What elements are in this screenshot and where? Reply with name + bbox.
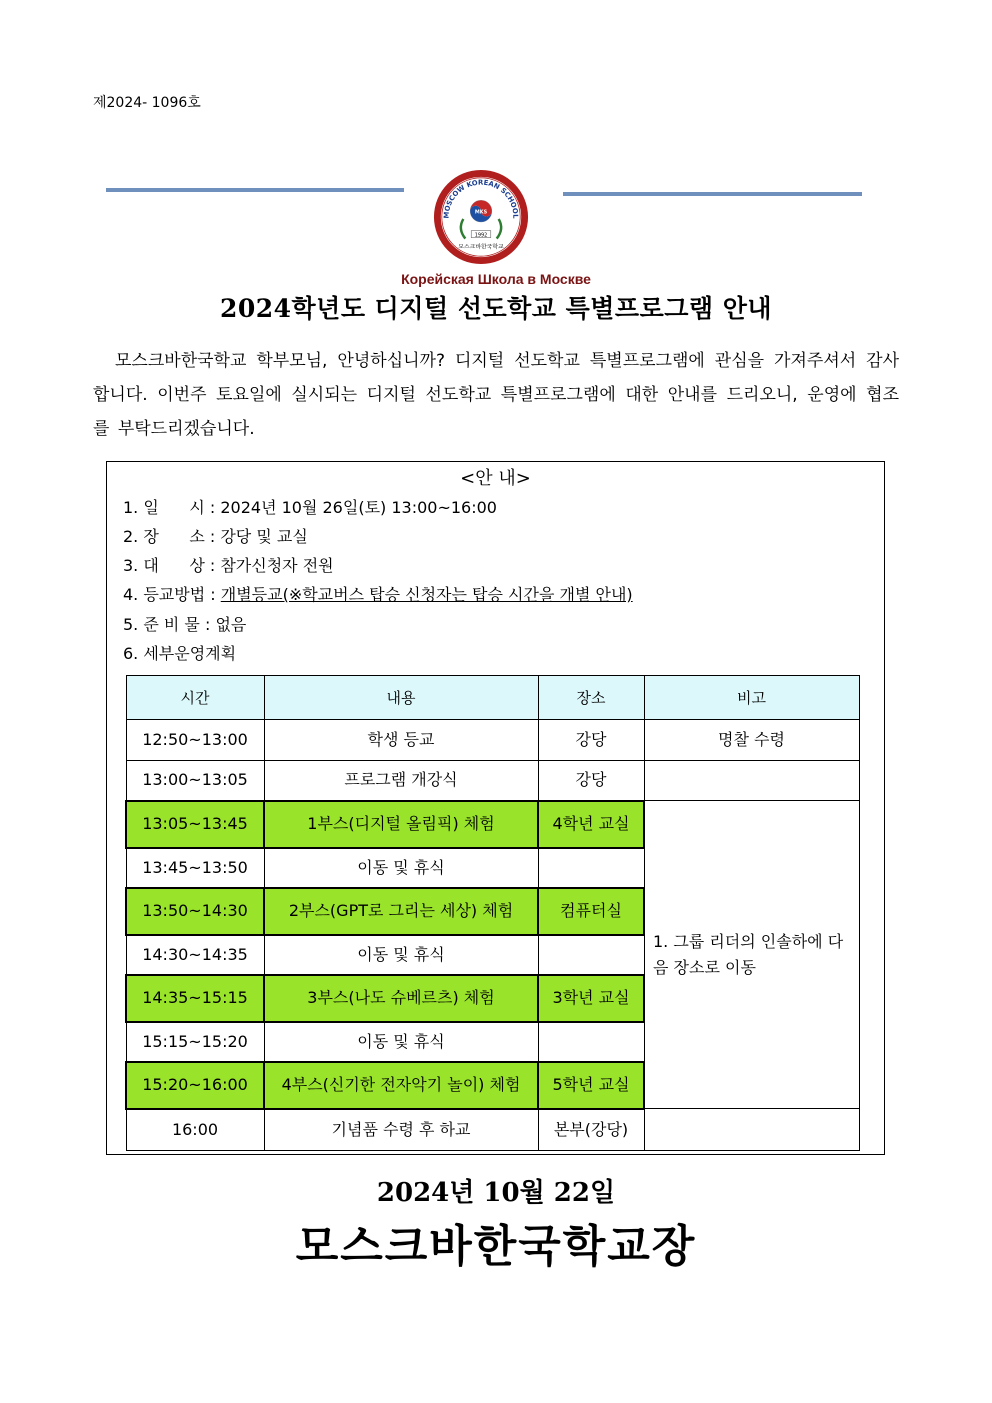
info-box [106, 461, 885, 1155]
info-item-date [123, 495, 497, 518]
cell-content: 프로그램 개강식 [264, 761, 538, 801]
schedule-table [125, 675, 860, 1151]
cell-place: 4학년 교실 [538, 801, 644, 848]
info-label: 1. 일 시 : [123, 498, 221, 517]
cell-time: 13:50~14:30 [126, 888, 264, 935]
cell-time: 12:50~13:00 [126, 720, 264, 761]
cell-time: 13:45~13:50 [126, 848, 264, 888]
info-item-place [123, 524, 308, 547]
table-row [126, 761, 859, 801]
column-header: 비고 [644, 676, 859, 720]
cell-content: 3부스(나도 슈베르츠) 체험 [264, 975, 538, 1022]
cell-place [538, 935, 644, 975]
info-label: 3. 대 상 : [123, 556, 221, 575]
table-row [126, 720, 859, 761]
intro-paragraph [93, 344, 899, 446]
cell-content: 1부스(디지털 올림픽) 체험 [264, 801, 538, 848]
cell-place: 5학년 교실 [538, 1062, 644, 1109]
info-label: 6. 세부운영계획 [123, 644, 237, 663]
header-rule-right [563, 192, 862, 196]
logo-name: 모스크바한국학교 [458, 244, 504, 251]
cell-place: 컴퓨터실 [538, 888, 644, 935]
cell-place: 3학년 교실 [538, 975, 644, 1022]
cell-content: 학생 등교 [264, 720, 538, 761]
info-value: 개별등교(※학교버스 탑승 신청자는 탑승 시간을 개별 안내) [220, 585, 633, 604]
info-value: 강당 및 교실 [220, 527, 308, 546]
cell-time: 14:30~14:35 [126, 935, 264, 975]
cell-note-merged: 1. 그룹 리더의 인솔하에 다음 장소로 이동 [644, 801, 859, 1109]
cell-content: 2부스(GPT로 그리는 세상) 체험 [264, 888, 538, 935]
column-header: 장소 [538, 676, 644, 720]
school-logo [432, 168, 530, 266]
info-label: 4. 등교방법 : [123, 585, 221, 604]
cell-content: 기념품 수령 후 하교 [264, 1109, 538, 1151]
logo-arc-text: MOSCOW KOREAN SCHOOL [442, 178, 520, 219]
column-header: 시간 [126, 676, 264, 720]
info-label: 2. 장 소 : [123, 527, 221, 546]
cell-place: 강당 [538, 720, 644, 761]
info-box-heading: <안 내> [460, 468, 531, 489]
header-rule-left [106, 188, 404, 192]
cell-content: 이동 및 휴식 [264, 848, 538, 888]
cell-content: 이동 및 휴식 [264, 935, 538, 975]
column-header: 내용 [264, 676, 538, 720]
cell-place [538, 848, 644, 888]
cell-time: 16:00 [126, 1109, 264, 1151]
document-title: 2024학년도 디지털 선도학교 특별프로그램 안내 [219, 294, 773, 323]
info-item-supplies [123, 612, 246, 635]
cell-note: 명찰 수령 [644, 720, 859, 761]
logo-mark: MKS [474, 209, 488, 216]
info-value: 참가신청자 전원 [220, 556, 334, 575]
info-item-commute [123, 582, 633, 605]
info-value: 없음 [215, 615, 247, 634]
cell-content: 4부스(신기한 전자악기 놀이) 체험 [264, 1062, 538, 1109]
cell-time: 13:00~13:05 [126, 761, 264, 801]
cell-place [538, 1022, 644, 1062]
info-value: 2024년 10월 26일(토) 13:00~16:00 [220, 498, 497, 517]
document-number: 제2024- 1096호 [93, 95, 201, 111]
table-row [126, 801, 859, 848]
info-item-target [123, 553, 334, 576]
cell-content: 이동 및 휴식 [264, 1022, 538, 1062]
cell-time: 14:35~15:15 [126, 975, 264, 1022]
info-item-plan [123, 641, 236, 664]
info-label: 5. 준 비 물 : [123, 615, 216, 634]
cell-note [644, 761, 859, 801]
table-header-row [126, 676, 859, 720]
issue-date: 2024년 10월 22일 [376, 1178, 616, 1208]
cell-place: 본부(강당) [538, 1109, 644, 1151]
cell-time: 13:05~13:45 [126, 801, 264, 848]
cell-time: 15:15~15:20 [126, 1022, 264, 1062]
cell-place: 강당 [538, 761, 644, 801]
logo-year: 1992 [474, 232, 488, 239]
cell-time: 15:20~16:00 [126, 1062, 264, 1109]
intro-text: 모스크바한국학교 학부모님, 안녕하십니까? 디지털 선도학교 특별프로그램에 관심을 가져주셔서 감사합니다. 이번주 토요일에 실시되는 디지털 선도학교 특별프로그램에 대한 안내를 드리오니, 운영에 협조를 부탁드리겠습니다. [93, 351, 899, 439]
cell-note [644, 1109, 859, 1151]
table-row [126, 1109, 859, 1151]
school-name-russian: Корейская Школа в Москве [401, 271, 591, 287]
principal-signature: 모스크바한국학교장 [295, 1221, 697, 1272]
